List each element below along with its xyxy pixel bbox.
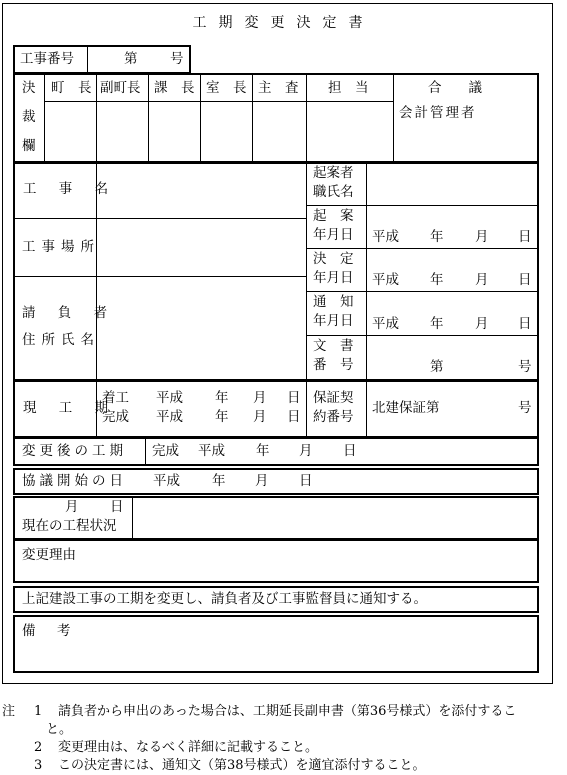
notice-month: 月 <box>475 316 489 332</box>
period-start-label: 着工 <box>102 390 129 406</box>
approval-row-label-1: 決 <box>22 80 36 96</box>
drafter-label-2: 職氏名 <box>313 184 354 200</box>
doc-number-label-2: 番 号 <box>313 357 354 373</box>
reason-box <box>13 539 539 583</box>
draft-day: 日 <box>518 229 532 245</box>
approval-col-deputy-mayor: 副町長 <box>100 80 141 96</box>
consult-start-era: 平成 <box>153 473 180 489</box>
note-2-text: 変更理由は、なるべく詳細に記載すること。 <box>58 740 319 755</box>
draft-date-label-2: 年月日 <box>313 227 354 243</box>
period-end-era: 平成 <box>156 409 183 425</box>
period-start-day: 日 <box>287 390 301 406</box>
consult-start-label: 協議開始の日 <box>22 473 127 489</box>
doc-number-go: 号 <box>518 359 532 375</box>
doc-number-dai: 第 <box>430 359 444 375</box>
period-end-year: 年 <box>215 409 229 425</box>
notes-prefix: 注 <box>2 704 16 719</box>
consult-start-month: 月 <box>255 473 269 489</box>
contractor-label-1: 請 負 者 <box>22 305 117 321</box>
decision-date-label-2: 年月日 <box>313 270 354 286</box>
guarantee-label-2: 約番号 <box>313 409 354 425</box>
note-1-text: 請負者から申出のあった場合は、工期延長副申書（第36号様式）を添付するこ <box>58 704 517 719</box>
new-period-era: 平成 <box>198 443 225 459</box>
period-end-day: 日 <box>287 409 301 425</box>
notice-year: 年 <box>430 316 444 332</box>
progress-month: 月 <box>65 499 79 515</box>
new-period-end-label: 完成 <box>152 443 179 459</box>
reason-label: 変更理由 <box>22 547 76 563</box>
guarantee-value: 北建保証第 <box>372 400 440 416</box>
decision-date-label-1: 決 定 <box>313 251 354 267</box>
consult-start-year: 年 <box>212 473 226 489</box>
drafter-label-1: 起案者 <box>313 165 354 181</box>
progress-label: 現在の工程状況 <box>22 518 117 534</box>
new-period-day: 日 <box>343 443 357 459</box>
project-place-label: 工事場所 <box>22 239 100 255</box>
consult-start-day: 日 <box>299 473 313 489</box>
notice-date-label-1: 通 知 <box>313 294 354 310</box>
period-start-year: 年 <box>215 390 229 406</box>
notice-date-label-2: 年月日 <box>313 313 354 329</box>
guarantee-label-1: 保証契 <box>313 390 354 406</box>
decision-year: 年 <box>430 272 444 288</box>
draft-month: 月 <box>475 229 489 245</box>
approval-col-staff: 担 当 <box>328 80 369 96</box>
approval-row-label-3: 欄 <box>22 138 36 154</box>
statement-text: 上記建設工事の工期を変更し、請負者及び工事監督員に通知する。 <box>22 591 427 607</box>
decision-month: 月 <box>475 272 489 288</box>
approval-col-section-chief: 課 長 <box>154 80 195 96</box>
note-2-num: 2 <box>34 740 43 755</box>
note-1-cont: と。 <box>46 722 73 737</box>
period-end-label: 完成 <box>102 409 129 425</box>
note-3-text: この決定書には、通知文（第38号様式）を適宜添付すること。 <box>58 758 426 773</box>
approval-col-consultation: 合 議 <box>428 80 482 96</box>
remarks-label: 備 考 <box>22 623 75 639</box>
note-3-num: 3 <box>34 758 43 773</box>
decision-day: 日 <box>518 272 532 288</box>
draft-era: 平成 <box>372 229 399 245</box>
contract-number-go: 号 <box>170 51 184 67</box>
consult-accounting-manager: 会計管理者 <box>399 105 477 121</box>
period-end-month: 月 <box>253 409 267 425</box>
approval-col-mayor: 町 長 <box>51 80 92 96</box>
project-name-label: 工 事 名 <box>23 181 118 197</box>
draft-year: 年 <box>430 229 444 245</box>
progress-day: 日 <box>110 499 124 515</box>
doc-number-label-1: 文 書 <box>313 338 354 354</box>
notice-era: 平成 <box>372 316 399 332</box>
current-period-label: 現 工 期 <box>23 400 118 416</box>
note-1-num: 1 <box>34 704 43 719</box>
contract-number-label: 工事番号 <box>20 51 74 67</box>
decision-era: 平成 <box>372 272 399 288</box>
remarks-box <box>13 615 539 673</box>
period-start-month: 月 <box>253 390 267 406</box>
new-period-month: 月 <box>299 443 313 459</box>
period-start-era: 平成 <box>156 390 183 406</box>
approval-col-inspector: 主 査 <box>258 80 299 96</box>
new-period-label: 変更後の工期 <box>22 443 127 459</box>
form-title: 工期変更決定書 <box>192 15 375 31</box>
draft-date-label-1: 起 案 <box>313 208 354 224</box>
guarantee-go: 号 <box>518 400 532 416</box>
contractor-label-2: 住所氏名 <box>22 332 100 348</box>
contract-number-dai: 第 <box>124 51 138 67</box>
approval-row-label-2: 裁 <box>22 109 36 125</box>
new-period-year: 年 <box>256 443 270 459</box>
notice-day: 日 <box>518 316 532 332</box>
approval-col-office-chief: 室 長 <box>206 80 247 96</box>
